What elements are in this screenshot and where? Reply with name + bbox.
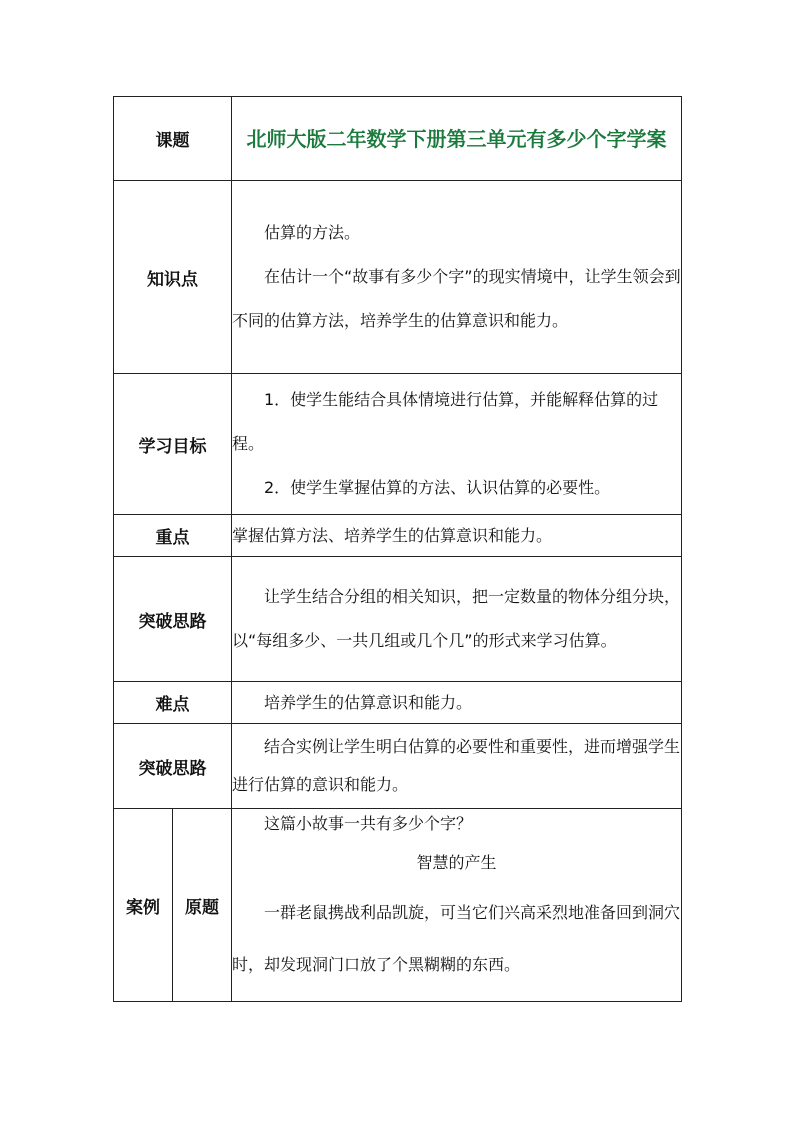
knowledge-line-1: 估算的方法。 (264, 223, 361, 242)
knowledge-label: 知识点 (114, 181, 232, 374)
difficulty-label: 难点 (114, 682, 232, 724)
key-point-row (114, 515, 682, 557)
objectives-label: 学习目标 (114, 374, 232, 515)
key-point-content (232, 515, 682, 557)
example-row (114, 809, 682, 1002)
objective-item-2: 2．使学生掌握估算的方法、认识估算的必要性。 (264, 478, 611, 497)
objectives-content (232, 374, 682, 515)
key-point-text: 掌握估算方法、培养学生的估算意识和能力。 (232, 525, 553, 545)
breakthrough-content-2 (232, 724, 682, 809)
difficulty-content (232, 682, 682, 724)
breakthrough-label-2: 突破思路 (114, 724, 232, 809)
title-label: 课题 (114, 97, 232, 181)
example-label: 案例 (114, 809, 173, 1002)
breakthrough-row-1 (114, 557, 682, 682)
breakthrough-text-2: 结合实例让学生明白估算的必要性和重要性，进而增强学生进行估算的意识和能力。 (232, 737, 681, 794)
example-content (232, 809, 682, 1002)
knowledge-row (114, 181, 682, 374)
difficulty-text: 培养学生的估算意识和能力。 (264, 692, 473, 712)
example-question: 这篇小故事一共有多少个字？ (264, 814, 473, 833)
objective-item-1: 1．使学生能结合具体情境进行估算，并能解释估算的过程。 (232, 390, 659, 453)
key-point-label: 重点 (114, 515, 232, 557)
story-text: 一群老鼠携战利品凯旋，可当它们兴高采烈地准备回到洞穴时，却发现洞门口放了个黑糊糊的东西。 (232, 903, 681, 974)
lesson-plan-table (113, 96, 682, 1002)
story-title: 智慧的产生 (416, 853, 497, 872)
breakthrough-label-1: 突破思路 (114, 557, 232, 682)
title-row (114, 97, 682, 181)
knowledge-line-2: 在估计一个“故事有多少个字”的现实情境中，让学生领会到不同的估算方法，培养学生的估算意识和能力。 (232, 267, 681, 330)
objectives-row (114, 374, 682, 515)
lesson-title: 北师大版二年数学下册第三单元有多少个字学案 (232, 97, 682, 181)
difficulty-row (114, 682, 682, 724)
breakthrough-content-1 (232, 557, 682, 682)
original-problem-label: 原题 (173, 809, 232, 1002)
breakthrough-text-1: 让学生结合分组的相关知识，把一定数量的物体分组分块，以“每组多少、一共几组或几个几”的形式来学习估算。 (232, 587, 681, 650)
knowledge-content (232, 181, 682, 374)
breakthrough-row-2 (114, 724, 682, 809)
